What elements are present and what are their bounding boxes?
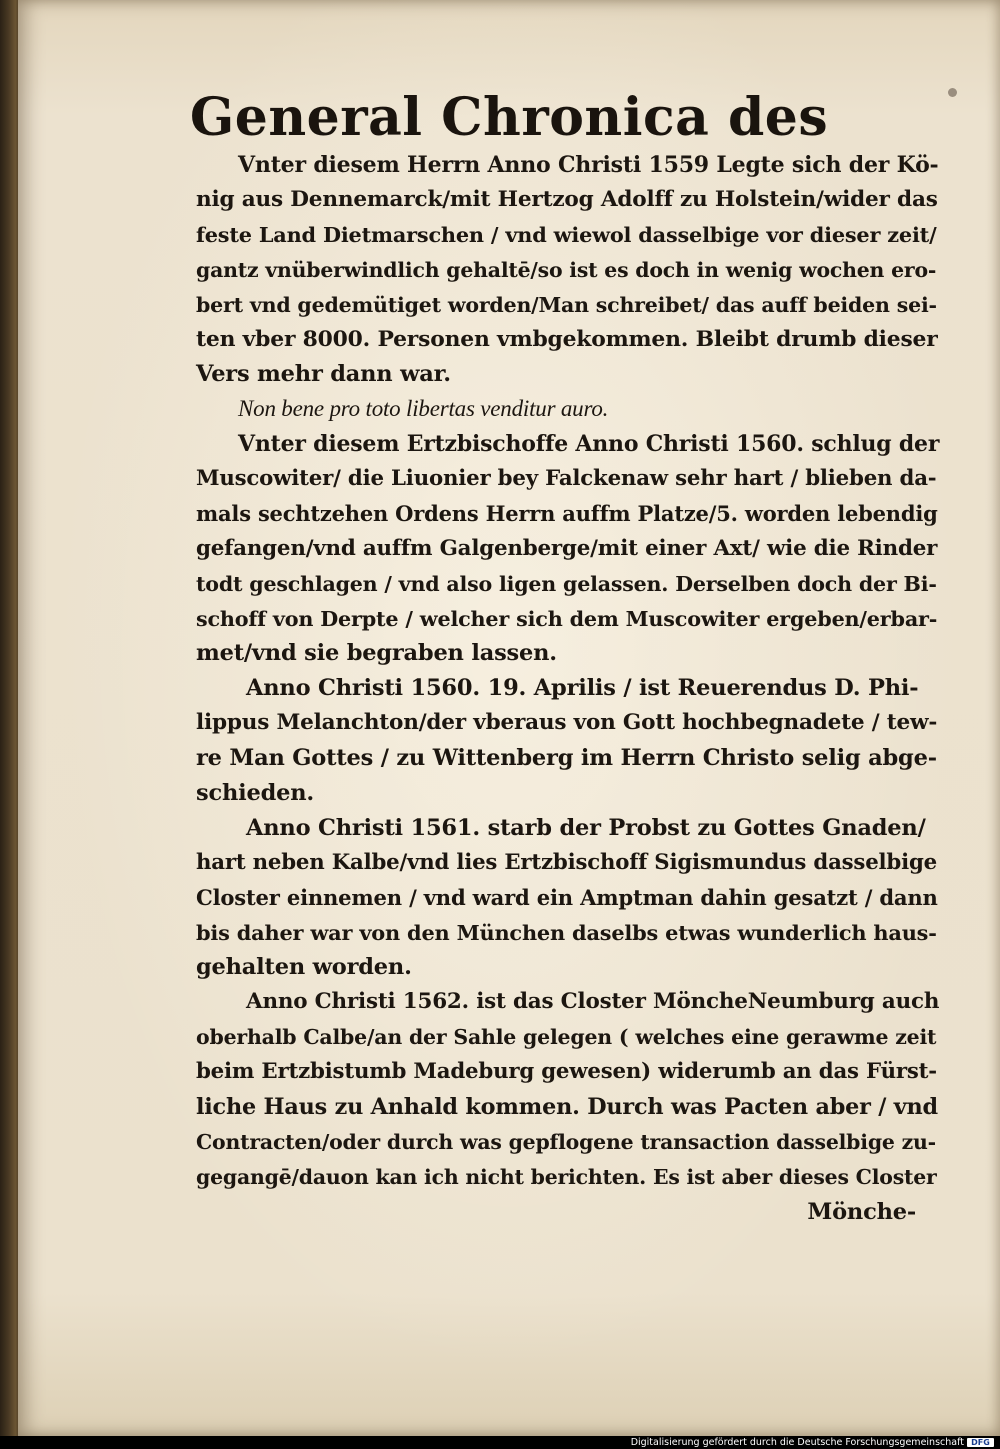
funding-notice: Digitalisierung gefördert durch die Deutsche Forschungsgemeinschaft xyxy=(630,1437,964,1448)
text-line: schieden. xyxy=(196,780,315,807)
text-line: met/vnd sie begraben lassen. xyxy=(196,640,557,667)
text-line: Vers mehr dann war. xyxy=(196,361,451,388)
text-line: Muscowiter/ die Liuonier bey Falckenaw sehr hart / blieben da- xyxy=(196,466,937,492)
text-line: Contracten/oder durch was gepflogene transaction dasselbige zu- xyxy=(196,1129,936,1154)
text-line: lippus Melanchton/der vberaus von Gott hochbegnadete / tew- xyxy=(196,710,938,736)
text-line: re Man Gottes / zu Wittenberg im Herrn Christo selig abge- xyxy=(196,745,937,772)
text-line: feste Land Dietmarschen / vnd wiewol dasselbige vor dieser zeit/ xyxy=(196,221,937,247)
page-body xyxy=(196,148,940,1230)
text-line: gefangen/vnd auffm Galgenberge/mit einer Axt/ wie die Rinder xyxy=(196,535,938,561)
text-line: beim Ertzbistumb Madeburg gewesen) widerumb an das Fürst- xyxy=(196,1059,937,1085)
text-line: bis daher war von den München daselbs etwas wunderlich haus- xyxy=(196,919,937,945)
text-line: bert vnd gedemütiget worden/Man schreibet/ das auff beiden sei- xyxy=(196,292,937,317)
text-line: schoff von Derpte / welcher sich dem Muscowiter ergeben/erbar- xyxy=(196,606,938,631)
text-line: Vnter diesem Herrn Anno Christi 1559 Legte sich der Kö- xyxy=(238,152,939,178)
text-line: gegangē/dauon kan ich nicht berichten. Es ist aber dieses Closter xyxy=(196,1164,937,1189)
text-line: nig aus Dennemarck/mit Hertzog Adolff zu Holstein/wider das xyxy=(196,186,938,212)
text-line: oberhalb Calbe/an der Sahle gelegen ( welches eine gerawme zeit xyxy=(196,1025,937,1050)
text-line: ten vber 8000. Personen vmbgekommen. Bleibt drumb dieser xyxy=(196,326,938,353)
text-line: liche Haus zu Anhald kommen. Durch was Pacten aber / vnd xyxy=(196,1094,938,1121)
latin-verse: Non bene pro toto libertas venditur auro. xyxy=(238,396,609,422)
text-line: Vnter diesem Ertzbischoffe Anno Christi 1560. schlug der xyxy=(238,431,940,458)
text-line: Closter einnemen / vnd ward ein Amptman dahin gesatzt / dann xyxy=(196,884,938,910)
text-line: gehalten worden. xyxy=(196,954,412,981)
catchword: Mönche- xyxy=(807,1198,916,1225)
dfg-logo: DFG xyxy=(967,1438,994,1447)
text-line: hart neben Kalbe/vnd lies Ertzbischoff Sigismundus dasselbige xyxy=(196,849,937,875)
text-line: mals sechtzehen Ordens Herrn auffm Platze/5. worden lebendig xyxy=(196,500,938,526)
text-line: Anno Christi 1562. ist das Closter MöncheNeumburg auch xyxy=(246,989,940,1015)
text-line: gantz vnüberwindlich gehaltē/so ist es doch in wenig wochen ero- xyxy=(196,257,937,282)
page-header: General Chronica des xyxy=(189,87,829,148)
text-line: todt geschlagen / vnd also ligen gelassen. Derselben doch der Bi- xyxy=(196,571,937,596)
digitization-footer xyxy=(0,1436,1000,1449)
text-line: Anno Christi 1560. 19. Aprilis / ist Reuerendus D. Phi- xyxy=(246,675,919,702)
scanned-page xyxy=(18,0,1000,1436)
text-line: Anno Christi 1561. starb der Probst zu Gottes Gnaden/ xyxy=(246,814,926,841)
